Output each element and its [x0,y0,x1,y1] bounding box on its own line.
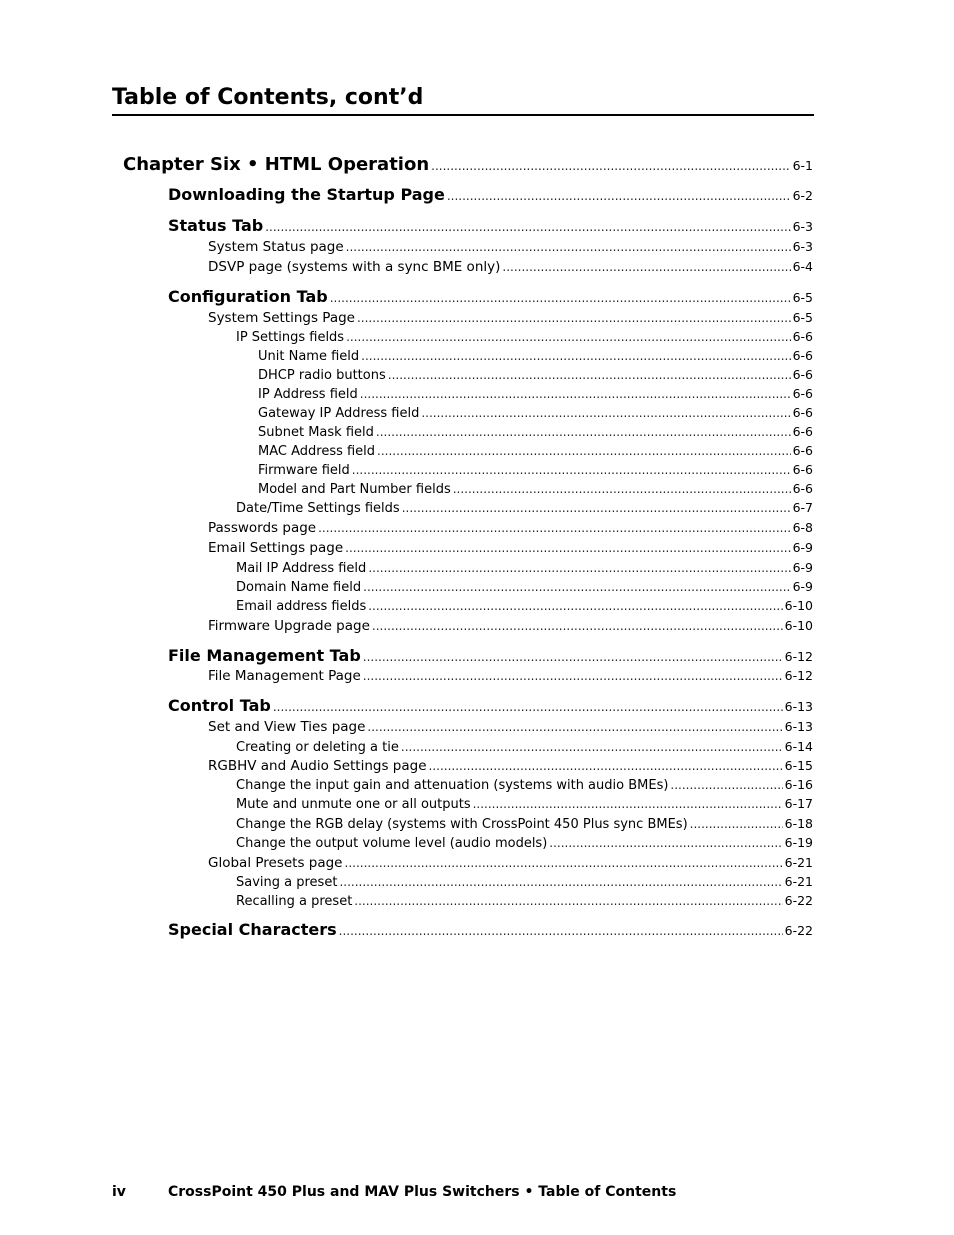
toc-entry-page: 6-6 [792,481,813,496]
dot-leader [368,559,790,577]
toc-entry-title: Downloading the Startup Page [168,185,445,204]
toc-entry-title: Status Tab [168,216,264,235]
toc-entry-page: 6-2 [792,188,813,203]
toc-entry-title: File Management Tab [168,646,361,665]
toc-entry [236,892,813,911]
toc-entry-title: Date/Time Settings fields [236,501,400,516]
toc-entry [236,578,813,597]
toc-entry [236,738,813,757]
dot-leader [447,185,791,207]
toc-entry-title: Firmware Upgrade page [208,618,370,634]
toc-entry-title: Recalling a preset [236,894,353,909]
dot-leader [473,795,783,813]
toc-entry-title: Global Presets page [208,855,343,871]
toc-entry-page: 6-15 [784,758,813,773]
footer-text: CrossPoint 450 Plus and MAV Plus Switchers • Table of Contents [168,1184,677,1200]
dot-leader [502,258,790,276]
toc-entry-title: File Management Page [208,668,361,684]
toc-entry [208,757,813,775]
toc-entry-page: 6-6 [792,386,813,401]
toc-entry-page: 6-6 [792,367,813,382]
dot-leader [339,920,783,942]
toc-entry [208,667,813,685]
dot-leader [361,347,790,365]
toc-entry [258,480,813,499]
dot-leader [377,442,791,460]
dot-leader [453,480,791,498]
toc-entry-page: 6-9 [792,540,813,555]
dot-leader [549,834,782,852]
toc-entry-page: 6-6 [792,348,813,363]
dot-leader [401,738,783,756]
toc-entry [258,423,813,442]
dot-leader [368,597,782,615]
toc-entry [258,404,813,423]
dot-leader [345,539,790,557]
toc-entry-title: IP Settings fields [236,330,345,345]
dot-leader [345,854,783,872]
toc-entry-page: 6-10 [784,598,813,613]
toc-entry-page: 6-18 [784,816,813,831]
dot-leader [265,216,790,238]
footer-page-number: iv [112,1184,126,1200]
dot-leader [357,309,791,327]
toc-entry [236,328,813,347]
title-rule [112,114,814,116]
toc-entry-title: Configuration Tab [168,287,328,306]
toc-entry-title: System Settings Page [208,310,355,326]
toc-entry-title: Gateway IP Address field [258,406,420,421]
page-title: Table of Contents, cont’d [112,85,424,110]
toc-entry [258,385,813,404]
toc-entry-page: 6-3 [792,239,813,254]
toc-entry [208,258,813,276]
dot-leader [339,873,782,891]
toc-entry-page: 6-7 [792,500,813,515]
dot-leader [363,646,783,668]
toc-entry-title: Mail IP Address field [236,561,367,576]
toc-entry-page: 6-4 [792,259,813,274]
dot-leader [318,519,790,537]
toc-entry-title: Set and View Ties page [208,719,366,735]
toc-entry-title: Special Characters [168,920,337,939]
toc-entry [208,539,813,557]
toc-entry-title: Email Settings page [208,540,344,556]
dot-leader [429,757,783,775]
toc-entry-page: 6-22 [784,893,813,908]
toc-entry-title: Control Tab [168,696,271,715]
toc-entry-page: 6-12 [784,668,813,683]
toc-entry [208,519,813,537]
dot-leader [367,718,782,736]
toc-entry [168,184,813,207]
toc-entry-title: Change the input gain and attenuation (systems with audio BMEs) [236,778,669,793]
toc-entry-page: 6-6 [792,443,813,458]
toc-entry-title: Change the output volume level (audio models) [236,836,548,851]
dot-leader [352,461,791,479]
toc-entry-page: 6-5 [792,290,813,305]
dot-leader [354,892,782,910]
toc-entry-title: Unit Name field [258,349,360,364]
toc-entry-title: IP Address field [258,387,358,402]
dot-leader [421,404,790,422]
dot-leader [273,696,783,718]
dot-leader [402,499,791,517]
dot-leader [346,238,791,256]
toc-entry [208,238,813,256]
toc-entry [208,854,813,872]
dot-leader [388,366,791,384]
toc-entry-page: 6-6 [792,405,813,420]
toc-entry-title: Domain Name field [236,580,362,595]
toc-entry-title: Email address fields [236,599,367,614]
toc-entry-title: Change the RGB delay (systems with CrossPoint 450 Plus sync BMEs) [236,817,688,832]
toc-entry [258,347,813,366]
toc-entry [236,499,813,518]
toc-entry-title: DHCP radio buttons [258,368,386,383]
toc-entry-title: Passwords page [208,520,317,536]
toc-entry-title: Model and Part Number fields [258,482,451,497]
dot-leader [670,776,782,794]
toc-entry-title: Subnet Mask field [258,425,374,440]
toc-entry [123,152,813,179]
toc-entry [236,873,813,892]
toc-entry-title: DSVP page (systems with a sync BME only) [208,259,501,275]
toc-entry-page: 6-16 [784,777,813,792]
toc-entry-page: 6-9 [792,579,813,594]
dot-leader [363,667,783,685]
toc-entry-page: 6-21 [784,874,813,889]
toc-entry-page: 6-3 [792,219,813,234]
toc-entry [208,718,813,736]
toc-entry-page: 6-8 [792,520,813,535]
toc-entry-page: 6-17 [784,796,813,811]
dot-leader [363,578,790,596]
toc-entry-page: 6-10 [784,618,813,633]
toc-entry [208,309,813,327]
toc-entry-page: 6-21 [784,855,813,870]
toc-entry-title: System Status page [208,239,344,255]
toc-entry-title: Firmware field [258,463,350,478]
dot-leader [372,617,783,635]
dot-leader [346,328,790,346]
toc-entry-page: 6-13 [784,699,813,714]
toc-entry [236,776,813,795]
dot-leader [431,153,790,179]
dot-leader [360,385,791,403]
dot-leader [330,287,791,309]
toc-entry [236,815,813,834]
toc-entry [258,442,813,461]
toc-entry [258,461,813,480]
toc-entry [236,834,813,853]
toc-entry [258,366,813,385]
toc-entry [168,695,813,718]
dot-leader [376,423,791,441]
toc-entry-page: 6-6 [792,424,813,439]
toc-entry [168,286,813,309]
toc-entry-title: MAC Address field [258,444,376,459]
toc-entry [236,795,813,814]
toc-entry-page: 6-9 [792,560,813,575]
toc-entry-title: Mute and unmute one or all outputs [236,797,471,812]
toc-entry-page: 6-5 [792,310,813,325]
toc-entry [168,215,813,238]
toc-entry [168,645,813,668]
toc-entry-title: Creating or deleting a tie [236,740,399,755]
toc-entry-page: 6-19 [784,835,813,850]
dot-leader [690,815,783,833]
toc-entry-page: 6-6 [792,462,813,477]
toc-entry [208,617,813,635]
toc-entry-title: RGBHV and Audio Settings page [208,758,427,774]
toc-entry [168,919,813,942]
toc-entry-page: 6-14 [784,739,813,754]
toc-entry-page: 6-12 [784,649,813,664]
toc-entry-page: 6-1 [792,158,813,173]
toc-entry-page: 6-22 [784,923,813,938]
toc-entry [236,597,813,616]
toc-entry-title: Chapter Six • HTML Operation [123,154,430,175]
toc-entry-page: 6-6 [792,329,813,344]
toc-entry [236,559,813,578]
toc-entry-title: Saving a preset [236,875,338,890]
toc-entry-page: 6-13 [784,719,813,734]
